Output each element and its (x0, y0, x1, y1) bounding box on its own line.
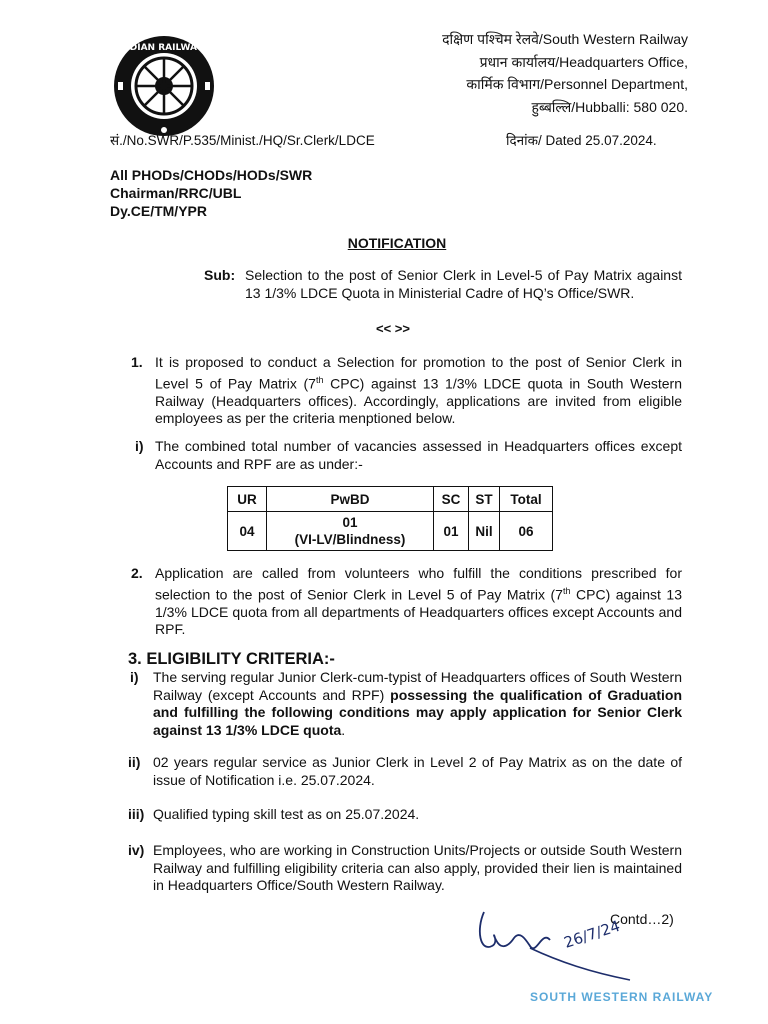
continued-note: Contd…2) (610, 911, 674, 927)
para-number: 2. (131, 565, 143, 581)
eligibility-item-iv: Employees, who are working in Construction Units/Projects or outside South Western Railway and fulfilling eligibility criteria can also apply, provided their lien is maintained in Headquarters Office/South Western Railway. (153, 842, 682, 893)
separator: << >> (376, 321, 410, 336)
header-line-city: हुब्बल्लि/Hubballi: 580 020. (531, 98, 688, 115)
item-number: iv) (128, 842, 145, 858)
vacancy-table (227, 486, 553, 551)
reference-date: दिनांक/ Dated 25.07.2024. (506, 133, 657, 148)
addressee: All PHODs/CHODs/HODs/SWR (110, 167, 313, 183)
paragraph-1-i: The combined total number of vacancies assessed in Headquarters offices except Accounts and RPF are as under:- (155, 438, 682, 472)
header-ur: UR (228, 487, 267, 512)
para-number: i) (135, 438, 144, 454)
table-row (228, 512, 553, 551)
eligibility-heading: 3. ELIGIBILITY CRITERIA:- (128, 650, 335, 668)
stamp-text: SOUTH WESTERN RAILWAY (530, 990, 714, 1004)
header-sc: SC (434, 487, 469, 512)
paragraph-1: It is proposed to conduct a Selection for promotion to the post of Senior Clerk in Level 5 of Pay Matrix (7th CPC) against 13 1/3% LDCE quota in South Western Railway (Headquarters offices). Accordingly, applications are invited from eligible employees as per the criteria menptioned below. (155, 354, 683, 427)
reference-number: सं./No.SWR/P.535/Minist./HQ/Sr.Clerk/LDCE (110, 133, 375, 148)
cell-sc: 01 (434, 512, 469, 551)
eligibility-item-ii: 02 years regular service as Junior Clerk in Level 2 of Pay Matrix as on the date of issue of Notification i.e. 25.07.2024. (153, 754, 682, 788)
svg-text:26/7/24: 26/7/24 (561, 916, 623, 952)
header-total: Total (500, 487, 553, 512)
header-st: ST (469, 487, 500, 512)
header-line-department: कार्मिक विभाग/Personnel Department, (466, 76, 688, 92)
header-line-office: प्रधान कार्यालय/Headquarters Office, (479, 53, 688, 70)
header-pwbd: PwBD (267, 487, 434, 512)
notification-title: NOTIFICATION (347, 235, 447, 251)
indian-railways-logo (112, 34, 216, 138)
office-address (442, 28, 688, 118)
subject-label: Sub: (204, 267, 236, 283)
paragraph-2: Application are called from volunteers who fulfill the conditions prescribed for selection to the post of Senior Clerk in Level 5 of Pay Matrix (7th CPC) against 13 1/3% LDCE quota from all departments of Headquarters offices except Accounts and RPF. (155, 565, 683, 638)
para-number: 1. (131, 354, 143, 370)
cell-pwbd: 01 (VI-LV/Blindness) (267, 512, 434, 551)
item-number: ii) (128, 754, 141, 770)
addressees (110, 166, 312, 220)
item-number: i) (130, 669, 139, 685)
item-number: iii) (128, 806, 145, 822)
addressee: Chairman/RRC/UBL (110, 185, 242, 201)
cell-ur: 04 (228, 512, 267, 551)
table-header-row (228, 487, 553, 512)
subject-text: Selection to the post of Senior Clerk in Level-5 of Pay Matrix against 13 1/3% LDCE Quota in Ministerial Cadre of HQ’s Office/SWR. (245, 267, 682, 301)
signature (470, 900, 650, 985)
header-line-railway: दक्षिण पश्चिम रेलवे/South Western Railway (442, 31, 688, 47)
eligibility-item-iii: Qualified typing skill test as on 25.07.2024. (153, 806, 420, 822)
addressee: Dy.CE/TM/YPR (110, 203, 207, 219)
svg-text:INDIAN RAILWAYS: INDIAN RAILWAYS (118, 43, 210, 53)
eligibility-item-i: The serving regular Junior Clerk-cum-typist of Headquarters offices of South Western Railway (except Accounts and RPF) possessing the qualification of Graduation and fulfilling the following conditions may apply application for Senior Clerk against 13 1/3% LDCE quota. (153, 669, 682, 738)
cell-total: 06 (500, 512, 553, 551)
cell-st: Nil (469, 512, 500, 551)
